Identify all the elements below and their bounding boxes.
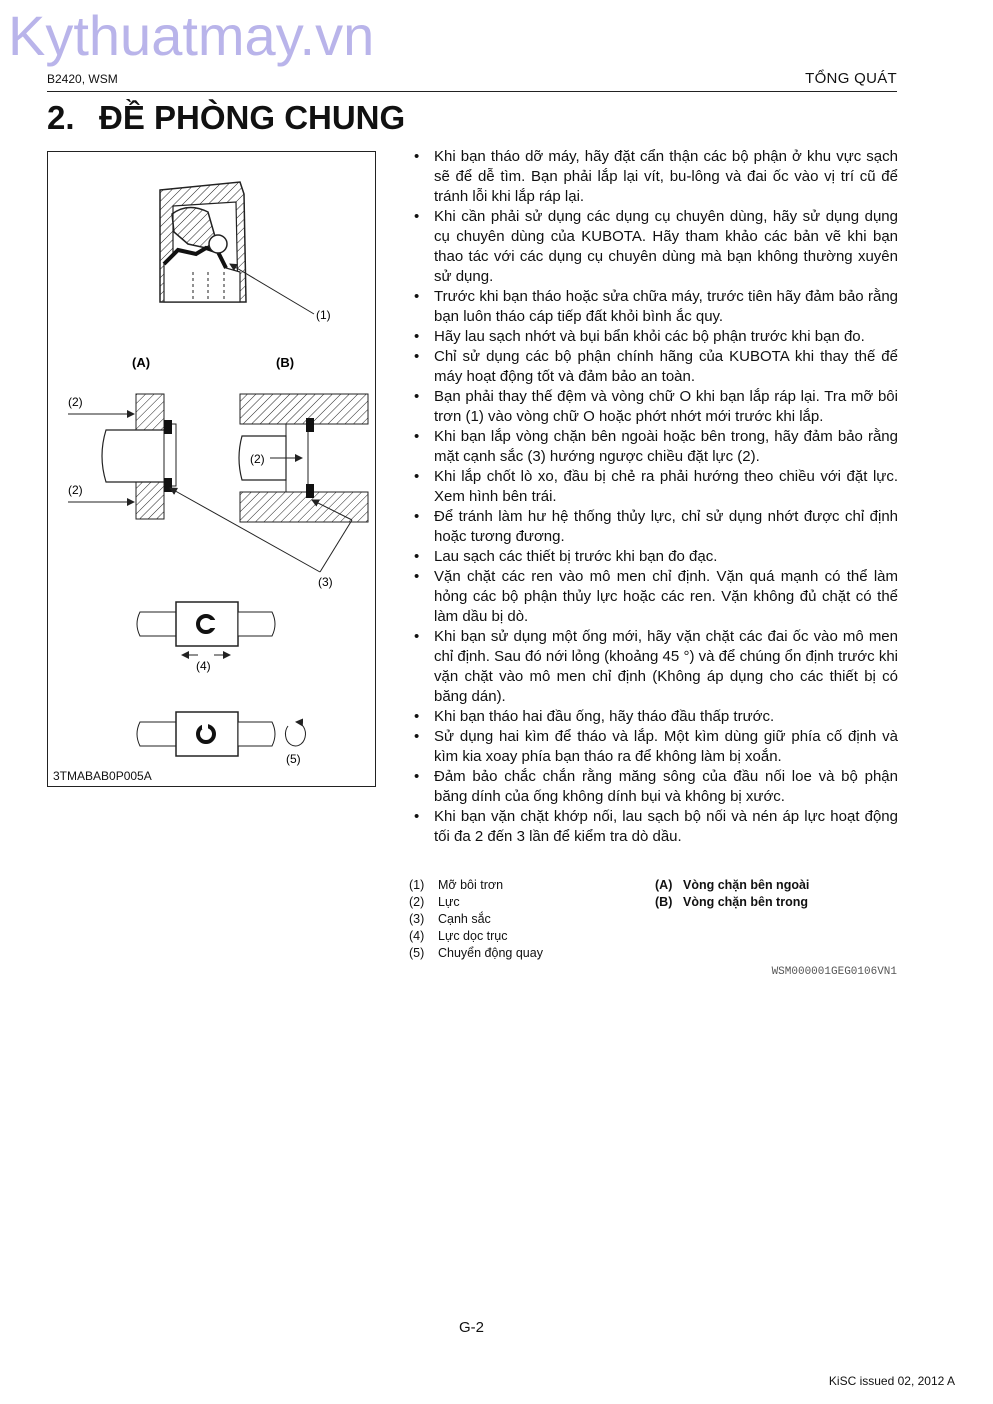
list-item: • Lau sạch các thiết bị trước khi bạn đo đạc. <box>414 547 898 567</box>
legend-text: Chuyển động quay <box>438 946 543 960</box>
page-number: G-2 <box>459 1319 485 1336</box>
legend-key: (4) <box>409 929 425 943</box>
legend-key: (A) <box>655 878 673 892</box>
list-item: • Khi lắp chốt lò xo, đầu bị chẻ ra phải hướng theo chiều với đặt lực. Xem hình bên trái. <box>414 467 898 507</box>
legend-key: (2) <box>409 895 425 909</box>
external-snap-ring-diagram <box>68 394 176 519</box>
label-5: (5) <box>286 752 301 766</box>
list-item: • Khi bạn lắp vòng chặn bên ngoài hoặc bên trong, hãy đảm bảo rằng mặt cạnh sắc (3) hướng ngược chiều đặt lực (2). <box>414 427 898 467</box>
legend-key: (B) <box>655 895 673 909</box>
legend-key: (5) <box>409 946 425 960</box>
page-title <box>47 97 405 139</box>
list-item: • Vặn chặt các ren vào mô men chỉ định. Vặn quá mạnh có thể làm hỏng các bộ phận thủy lực hoặc các ren. Vặn không đủ chặt có thể làm dầu bị dò. <box>414 567 898 627</box>
legend-text: Cạnh sắc <box>438 912 491 926</box>
header-section: TỔNG QUÁT <box>805 70 897 87</box>
list-item: • Để tránh làm hư hệ thống thủy lực, chỉ sử dụng nhớt được chỉ định hoặc tương đương. <box>414 507 898 547</box>
legend-text: Mỡ bôi trơn <box>438 878 504 892</box>
title-text: ĐỀ PHÒNG CHUNG <box>99 99 406 136</box>
list-item: • Khi bạn sử dụng một ống mới, hãy vặn chặt các đai ốc vào mô men chỉ định. Sau đó nới lỏng (khoảng 45 °) và để chúng ổn định trước khi vặn chặt vào mô men chỉ định (Không áp dụng cho các thiết bị có băng dán). <box>414 627 898 707</box>
label-2-bottom: (2) <box>68 483 83 497</box>
legend-row <box>655 894 895 911</box>
oil-seal-section <box>160 182 314 314</box>
label-2-inner: (2) <box>250 452 265 466</box>
list-item: • Sử dụng hai kìm để tháo và lắp. Một kìm dùng giữ phía cố định và kìm kia xoay phía bạn tháo ra để không làm bị xoắn. <box>414 727 898 767</box>
list-item: • Trước khi bạn tháo hoặc sửa chữa máy, trước tiên hãy đảm bảo rằng bạn luôn tháo cáp tiếp đất khỏi bình ắc quy. <box>414 287 898 327</box>
document-reference: WSM000001GEG0106VN1 <box>771 966 897 978</box>
header-model: B2420, WSM <box>47 72 118 86</box>
title-number: 2. <box>47 99 75 136</box>
legend-row <box>409 911 639 928</box>
label-b: (B) <box>276 355 295 370</box>
legend-row <box>409 894 639 911</box>
footer-issue: KiSC issued 02, 2012 A <box>828 1374 955 1388</box>
legend-row <box>409 945 639 962</box>
list-item: • Khi bạn tháo hai đầu ống, hãy tháo đầu thấp trước. <box>414 707 898 727</box>
legend-row <box>409 877 639 894</box>
label-2-top: (2) <box>68 395 83 409</box>
list-item: • Bạn phải thay thế đệm và vòng chữ O khi bạn lắp ráp lại. Tra mỡ bôi trơn (1) vào vòng chữ O hoặc phớt nhớt mới trước khi lắp. <box>414 387 898 427</box>
legend-numbers <box>409 877 639 962</box>
list-item: • Khi cần phải sử dụng các dụng cụ chuyên dùng, hãy sử dụng dụng cụ chuyên dùng của KUBOTA. Hãy tham khảo các bản vẽ khi bạn thao tác với các dụng cụ chuyên dùng mà bạn không thường xuyên sử dụng. <box>414 207 898 287</box>
figure-drawing <box>48 152 377 788</box>
label-a: (A) <box>132 355 151 370</box>
label-4: (4) <box>196 659 211 673</box>
spring-pin-rotation-diagram <box>137 712 305 756</box>
legend-letters <box>655 877 895 911</box>
watermark-logo: Kythuatmay.vn <box>8 4 375 67</box>
list-item: • Chỉ sử dụng các bộ phận chính hãng của KUBOTA khi thay thế để máy hoạt động tốt và đảm bảo an toàn. <box>414 347 898 387</box>
label-1: (1) <box>316 308 331 322</box>
list-item: • Khi bạn vặn chặt khớp nối, lau sạch bộ nối và nén áp lực hoạt động tối đa 2 đến 3 lần để kiểm tra dò dầu. <box>414 807 898 847</box>
list-item: • Đảm bảo chắc chắn rằng măng sông của đầu nối loe và bộ phận băng dính của ống không dính bụi và không bị xước. <box>414 767 898 807</box>
legend-key: (1) <box>409 878 425 892</box>
legend-row <box>655 877 895 894</box>
precaution-list <box>414 147 898 847</box>
legend-text: Vòng chặn bên trong <box>683 895 808 909</box>
legend-key: (3) <box>409 912 425 926</box>
list-item: • Hãy lau sạch nhớt và bụi bẩn khỏi các bộ phận trước khi bạn đo. <box>414 327 898 347</box>
label-3: (3) <box>318 575 333 589</box>
header-divider <box>47 91 897 92</box>
figure-code: 3TMABAB0P005A <box>53 769 152 783</box>
spring-pin-axial-diagram <box>137 602 275 655</box>
precaution-figure <box>47 151 376 787</box>
legend-row <box>409 928 639 945</box>
legend-text: Lực dọc trục <box>438 929 508 943</box>
legend-text: Vòng chặn bên ngoài <box>683 878 810 892</box>
list-item: • Khi bạn tháo dỡ máy, hãy đặt cẩn thận các bộ phận ở khu vực sạch sẽ để dễ tìm. Bạn phải lắp lại vít, bu-lông và đai ốc vào vị trí cũ để tránh lỗi khi lắp ráp lại. <box>414 147 898 207</box>
legend-text: Lực <box>438 895 460 909</box>
